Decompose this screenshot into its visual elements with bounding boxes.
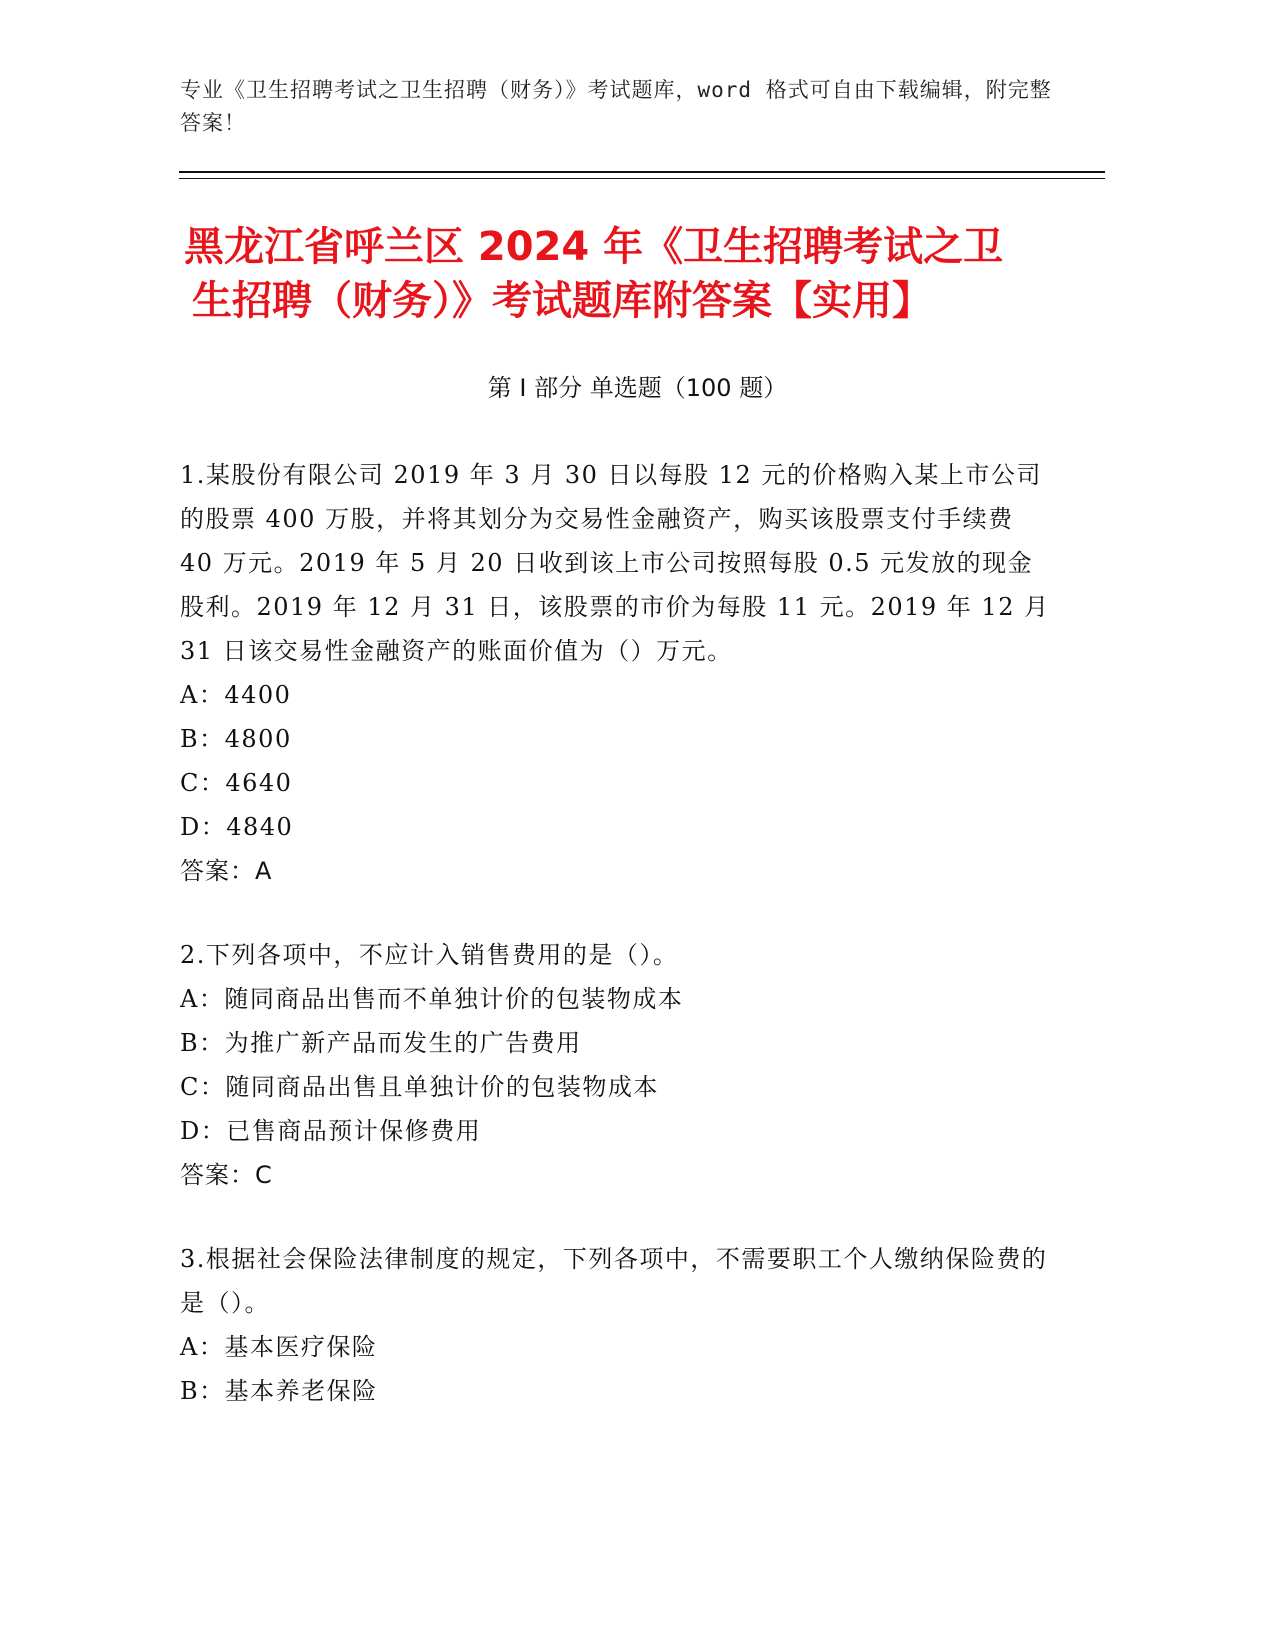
answer: 答案：A xyxy=(180,857,273,885)
option-d: D：已售商品预计保修费用 xyxy=(180,1117,482,1145)
question-1 xyxy=(180,453,1050,893)
option-b: B：基本养老保险 xyxy=(180,1377,378,1405)
option-b: B：4800 xyxy=(180,725,292,753)
answer: 答案：C xyxy=(180,1161,273,1189)
option-d: D：4840 xyxy=(180,813,294,841)
question-stem: 3.根据社会保险法律制度的规定，下列各项中，不需要职工个人缴纳保险费的是（）。 xyxy=(180,1245,1048,1317)
header-divider xyxy=(179,171,1105,173)
option-b: B：为推广新产品而发生的广告费用 xyxy=(180,1029,582,1057)
question-stem: 2.下列各项中，不应计入销售费用的是（）。 xyxy=(180,941,679,969)
question-2 xyxy=(180,933,1050,1197)
option-a: A：4400 xyxy=(180,681,292,709)
document-title xyxy=(184,220,1084,328)
option-c: C：随同商品出售且单独计价的包装物成本 xyxy=(180,1073,659,1101)
option-a: A：随同商品出售而不单独计价的包装物成本 xyxy=(180,985,684,1013)
question-stem: 1.某股份有限公司 2019 年 3 月 30 日以每股 12 元的价格购入某上市公司的股票 400 万股，并将其划分为交易性金融资产，购买该股票支付手续费 40 万元。2019 年 5 月 20 日收到该上市公司按照每股 0.5 元发放的现金股利。2019 年 12 月 31 日，该股票的市价为每股 11 元。2019 年 12 月 31 日该交易性金融资产的账面价值为（）万元。 xyxy=(180,461,1050,665)
document-title-line-2: 生招聘（财务）》考试题库附答案【实用】 xyxy=(192,278,932,324)
section-heading: 第 I 部分 单选题（100 题） xyxy=(487,374,788,402)
document-title-line-1: 黑龙江省呼兰区 2024 年《卫生招聘考试之卫 xyxy=(184,224,1004,270)
option-a: A：基本医疗保险 xyxy=(180,1333,378,1361)
option-c: C：4640 xyxy=(180,769,293,797)
header-note: 专业《卫生招聘考试之卫生招聘（财务）》考试题库，word 格式可自由下载编辑，附完整答案！ xyxy=(180,78,1052,135)
question-3 xyxy=(180,1237,1050,1413)
header-divider-thin xyxy=(179,178,1105,179)
